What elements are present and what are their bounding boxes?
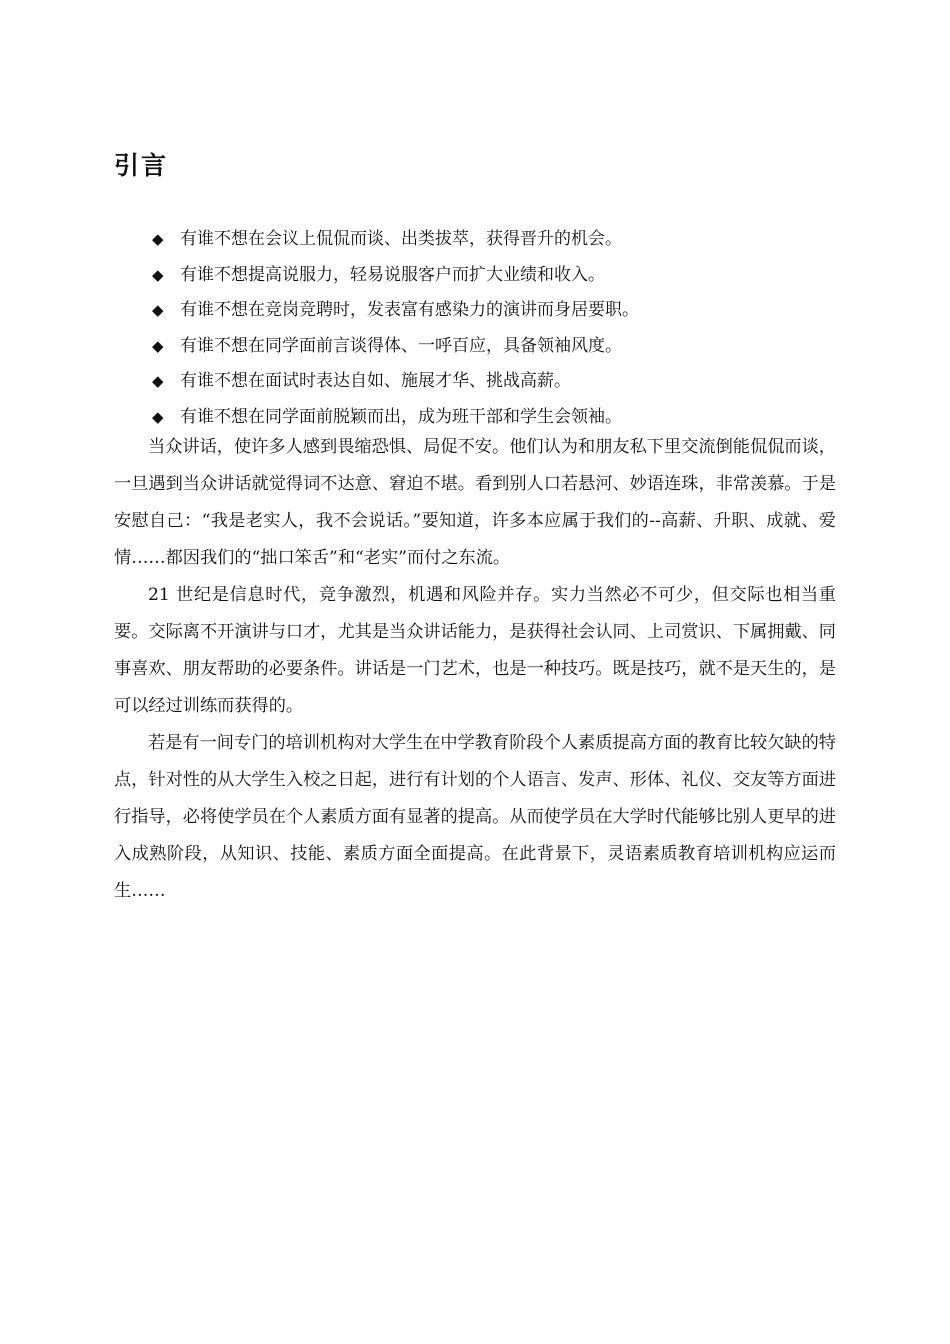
body-text bbox=[114, 429, 836, 910]
bullet-item bbox=[152, 222, 852, 258]
bullet-text: 有谁不想在同学面前言谈得体、一呼百应，具备领袖风度。 bbox=[180, 335, 622, 356]
paragraph: 21 世纪是信息时代，竞争激烈，机遇和风险并存。实力当然必不可少，但交际也相当重要。交际离不开演讲与口才，尤其是当众讲话能力，是获得社会认同、上司赏识、下属拥戴、同事喜欢、朋友帮助的必要条件。讲话是一门艺术，也是一种技巧。既是技巧，就不是天生的，是可以经过训练而获得的。 bbox=[114, 585, 836, 716]
diamond-bullet-icon: ◆ bbox=[152, 230, 164, 248]
diamond-bullet-icon: ◆ bbox=[152, 265, 164, 284]
diamond-bullet-icon: ◆ bbox=[152, 407, 164, 426]
bullet-text: 有谁不想提高说服力，轻易说服客户而扩大业绩和收入。 bbox=[180, 264, 605, 285]
bullet-text: 有谁不想在竞岗竞聘时，发表富有感染力的演讲而身居要职。 bbox=[180, 300, 639, 320]
section-heading: 引言 bbox=[114, 151, 169, 180]
bullet-item bbox=[152, 329, 852, 365]
paragraph: 若是有一间专门的培训机构对大学生在中学教育阶段个人素质提高方面的教育比较欠缺的特点，针对性的从大学生入校之日起，进行有计划的个人语言、发声、形体、礼仪、交友等方面进行指导，必将使学员在个人素质方面有显著的提高。从而使学员在大学时代能够比别人更早的进入成熟阶段，从知识、技能、素质方面全面提高。在此背景下，灵语素质教育培训机构应运而生…… bbox=[114, 733, 836, 901]
diamond-bullet-icon: ◆ bbox=[152, 301, 164, 319]
bullet-item bbox=[152, 258, 852, 294]
bullet-text: 有谁不想在面试时表达自如、施展才华、挑战高薪。 bbox=[180, 371, 571, 391]
bullet-item bbox=[152, 364, 852, 400]
diamond-bullet-icon: ◆ bbox=[152, 372, 164, 390]
bullet-text: 有谁不想在会议上侃侃而谈、出类拔萃，获得晋升的机会。 bbox=[180, 229, 622, 249]
paragraph: 当众讲话，使许多人感到畏缩恐惧、局促不安。他们认为和朋友私下里交流倒能侃侃而谈，一旦遇到当众讲话就觉得词不达意、窘迫不堪。看到别人口若悬河、妙语连珠，非常羡慕。于是安慰自己：“我是老实人，我不会说话。”要知道，许多本应属于我们的--高薪、升职、成就、爱情……都因我们的“拙口笨舌”和“老实”而付之东流。 bbox=[114, 437, 836, 568]
diamond-bullet-icon: ◆ bbox=[152, 336, 164, 355]
bullet-item bbox=[152, 293, 852, 329]
bullet-text: 有谁不想在同学面前脱颖而出，成为班干部和学生会领袖。 bbox=[180, 406, 622, 427]
bullet-list bbox=[152, 222, 852, 435]
